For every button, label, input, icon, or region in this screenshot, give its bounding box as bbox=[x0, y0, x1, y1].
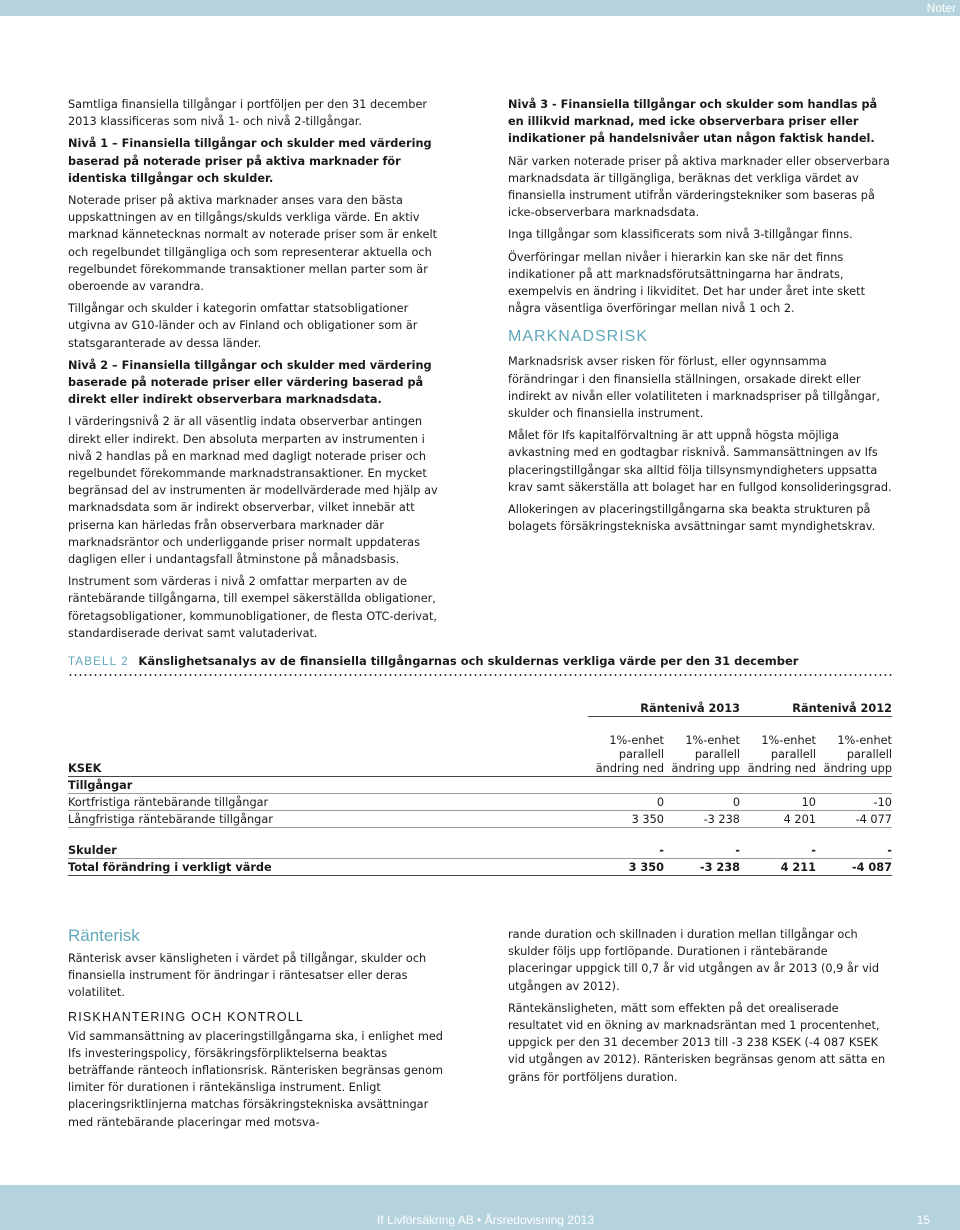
paragraph: Målet för Ifs kapitalförvaltning är att uppnå högsta möjliga avkastning med en godtagbar risknivå. Sammansättningen av Ifs placeringstillgångar ska alltid följa tillsynsmyndigheters uppsatta krav samt säkerställa att bolaget har en fullgod konsolideringsgrad. bbox=[508, 429, 892, 494]
group-2012: Räntenivå 2012 bbox=[740, 694, 892, 716]
paragraph: Tillgångar och skulder i kategorin omfattar statsobligationer utgivna av G10-länder och av Finland och obligationer som är statsgaranterade av dessa länder. bbox=[68, 302, 418, 350]
risk-control-heading: RISKHANTERING OCH KONTROLL bbox=[68, 1009, 305, 1024]
cell: - bbox=[588, 841, 664, 858]
paragraph: Överföringar mellan nivåer i hierarkin kan ske när det finns indikationer på att marknadsförutsättningarna har ändrats, exempelvis en ändring i likviditet. Det har under året inte skett några väsentliga överföringar mellan nivå 1 och 2. bbox=[508, 250, 865, 316]
col-2012-down: 1%-enhet parallell ändring ned bbox=[740, 716, 816, 776]
cell: 3 350 bbox=[588, 810, 664, 827]
cell: 10 bbox=[740, 793, 816, 810]
text-column-bottom-left bbox=[68, 926, 452, 1136]
page-number: 15 bbox=[916, 1213, 930, 1227]
cell bbox=[664, 776, 740, 793]
table-caption bbox=[68, 652, 892, 671]
row-label: Total förändring i verkligt värde bbox=[68, 858, 588, 875]
row-label: Tillgångar bbox=[68, 776, 588, 793]
paragraph: Räntekänsligheten, mätt som effekten på det orealiserade resultatet vid en ökning av marknadsräntan med 1 procentenhet, uppgick per den 31 december 2013 till -3 238 KSEK (-4 087 KSEK vid utgången av 2012). Ränterisken begränsas genom att sätta en gräns för portföljens duration. bbox=[508, 1001, 886, 1084]
cell: -4 077 bbox=[816, 810, 892, 827]
row-label: Långfristiga räntebärande tillgångar bbox=[68, 810, 588, 827]
paragraph: Marknadsrisk avser risken för förlust, eller ogynnsamma förändringar i den finansiella ställningen, orsakade direkt eller indirekt av nivån eller volatiliteten i marknadspriser på tillgångar, skulder och finansiella instrument. bbox=[508, 355, 880, 421]
paragraph: I värderingsnivå 2 är all väsentlig indata observerbar antingen direkt eller indirekt. Den absoluta merparten av instrumenten i nivå 2 handlas på en marknad med dagligt noterade priser och regelbundet förekommande marknadstransaktioner. En mycket begränsad del av instrumenten är modellvärderade med hjälp av marknadsdata som är indirekt observerbar, vilket innebär att priserna kan härledas från observerbara marknader där marknadsräntor och underliggande priser normalt uppdateras dagligen eller i undantagsfall åtminstone på månadsbasis. bbox=[68, 415, 438, 567]
col-2012-up: 1%-enhet parallell ändring upp bbox=[816, 716, 892, 776]
cell: 3 350 bbox=[588, 858, 664, 875]
cell: -4 087 bbox=[816, 858, 892, 875]
level3-heading: Nivå 3 - Finansiella tillgångar och skulder som handlas på en illikvid marknad, med icke observerbara priser eller indikationer på handelsnivåer utan någon faktisk handel. bbox=[508, 98, 878, 146]
table-spacer bbox=[68, 827, 892, 841]
cell: - bbox=[740, 841, 816, 858]
paragraph: Vid sammansättning av placeringstillgångarna ska, i enlighet med Ifs investeringspolicy, försäkringsförpliktelserna beaktas beträffande ränteoch inflationsrisk. Ränterisken begränsas genom limiter för durationen i räntekänsliga instrument. Enligt placeringsriktlinjerna matchas försäkringstekniska avsättningar med räntebärande placeringar med motsva- bbox=[68, 1029, 444, 1129]
table-row bbox=[68, 841, 892, 858]
text-column-right bbox=[508, 96, 892, 540]
col-2013-down: 1%-enhet parallell ändring ned bbox=[588, 716, 664, 776]
cell: 4 211 bbox=[740, 858, 816, 875]
dotted-divider bbox=[68, 674, 892, 676]
sensitivity-table bbox=[68, 694, 892, 876]
cell: - bbox=[664, 841, 740, 858]
level1-heading: Nivå 1 – Finansiella tillgångar och skulder med värdering baserad på noterade priser på aktiva marknader för identiska tillgångar och skulder. bbox=[68, 137, 432, 185]
cell bbox=[740, 776, 816, 793]
row-label: Kortfristiga räntebärande tillgångar bbox=[68, 793, 588, 810]
paragraph: Noterade priser på aktiva marknader anses vara den bästa uppskattningen av en tillgångs/skulds verkliga värde. En aktiv marknad kännetecknas normalt av noterade priser som är enkelt och regelbundet tillgängliga och som representerar aktuella och regelbundet förekommande transaktioner mellan parter som är oberoende av varandra. bbox=[68, 194, 438, 294]
paragraph: rande duration och skillnaden i duration mellan tillgångar och skulder följs upp fortlöpande. Durationen i räntebärande placeringar uppgick till 0,7 år vid utgången av år 2013 (0,9 år vid utgången av 2012). bbox=[508, 928, 880, 993]
table-column-header bbox=[68, 716, 892, 776]
top-bar bbox=[0, 0, 960, 16]
footer-bar bbox=[0, 1185, 960, 1230]
cell: 0 bbox=[664, 793, 740, 810]
row-label: Skulder bbox=[68, 841, 588, 858]
paragraph: Ränterisk avser känsligheten i värdet på tillgångar, skulder och finansiella instrument för ändringar i räntesatser eller deras volatilitet. bbox=[68, 952, 427, 1000]
cell: - bbox=[816, 841, 892, 858]
table-group-header bbox=[68, 694, 892, 716]
table-row bbox=[68, 776, 892, 793]
cell: -10 bbox=[816, 793, 892, 810]
text-column-bottom-right bbox=[508, 926, 892, 1091]
table-row bbox=[68, 793, 892, 810]
level2-heading: Nivå 2 – Finansiella tillgångar och skulder med värdering baserade på noterade priser eller värdering baserad på direkt eller indirekt observerbara marknadsdata. bbox=[68, 358, 432, 407]
cell: -3 238 bbox=[664, 810, 740, 827]
publication-name: If Livförsäkring AB • Årsredovisning 2013 bbox=[377, 1213, 594, 1227]
section-tab bbox=[784, 0, 956, 16]
cell: 4 201 bbox=[740, 810, 816, 827]
market-risk-heading: MARKNADSRISK bbox=[508, 328, 649, 346]
table-label: TABELL 2 bbox=[68, 656, 129, 668]
group-2013: Räntenivå 2013 bbox=[588, 694, 740, 716]
table-total-row bbox=[68, 858, 892, 875]
paragraph: Allokeringen av placeringstillgångarna ska beakta strukturen på bolagets försäkringstekniska avsättningar samt myndighetskrav. bbox=[508, 503, 876, 534]
text-column-left bbox=[68, 96, 452, 647]
table-title: Känslighetsanalys av de finansiella tillgångarnas och skuldernas verkliga värde per den 31 december bbox=[138, 654, 799, 668]
col-2013-up: 1%-enhet parallell ändring upp bbox=[664, 716, 740, 776]
ksek-header: KSEK bbox=[68, 716, 588, 776]
cell: -3 238 bbox=[664, 858, 740, 875]
interest-risk-heading: Ränterisk bbox=[68, 926, 140, 945]
sensitivity-table-section bbox=[68, 652, 892, 874]
paragraph: När varken noterade priser på aktiva marknader eller observerbara marknadsdata är tillgängliga, beräknas det verkliga värdet av finansiella instrument utifrån värderingstekniker som baseras på icke-observerbara marknadsdata. bbox=[508, 154, 890, 220]
cell bbox=[816, 776, 892, 793]
section-label: Noter bbox=[926, 1, 956, 15]
cell bbox=[588, 776, 664, 793]
cell: 0 bbox=[588, 793, 664, 810]
paragraph: Instrument som värderas i nivå 2 omfattar merparten av de räntebärande tillgångarna, till exempel säkerställda obligationer, företagsobligationer, kommunobligationer, de flesta OTC-derivat, standardiserade derivat samt valutaderivat. bbox=[68, 575, 437, 640]
paragraph: Inga tillgångar som klassificerats som nivå 3-tillgångar finns. bbox=[508, 228, 853, 242]
table-row bbox=[68, 810, 892, 827]
paragraph: Samtliga finansiella tillgångar i portföljen per den 31 december 2013 klassificeras som nivå 1- och nivå 2-tillgångar. bbox=[68, 98, 428, 129]
